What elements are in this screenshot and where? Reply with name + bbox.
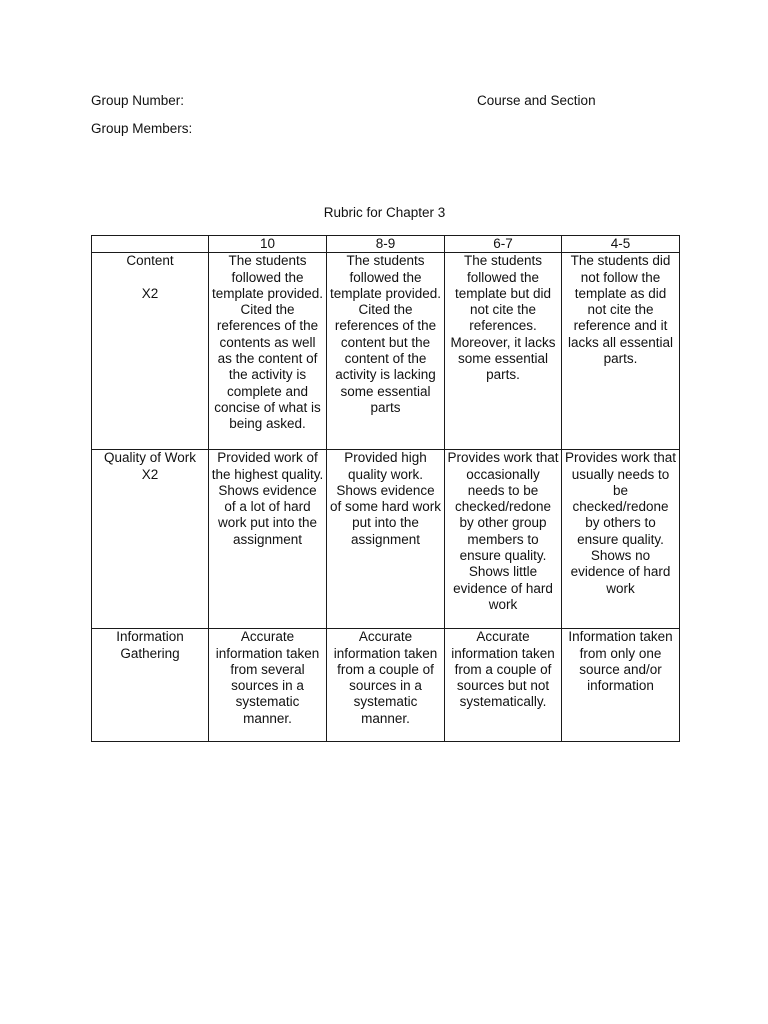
criterion-cell — [92, 450, 209, 629]
criterion-cell — [92, 253, 209, 450]
rubric-header-row — [92, 236, 680, 253]
header-score-8-9: 8-9 — [327, 236, 445, 253]
criterion-name: Content — [126, 253, 174, 269]
descriptor-cell: Provided high quality work. Shows evidence of some hard work put into the assignment — [327, 450, 445, 629]
descriptor-cell: Accurate information taken from a couple of sources but not systematically. — [445, 629, 562, 742]
header-criterion-cell — [92, 236, 209, 253]
course-section-label: Course and Section — [477, 93, 596, 108]
descriptor-cell: The students followed the template but did not cite the references. Moreover, it lacks some essential parts. — [445, 253, 562, 450]
rubric-title: Rubric for Chapter 3 — [323, 205, 446, 220]
descriptor-cell: The students did not follow the template as did not cite the reference and it lacks all essential parts. — [562, 253, 680, 450]
descriptor-cell: Information taken from only one source and/or information — [562, 629, 680, 742]
descriptor-cell: The students followed the template provided. Cited the references of the content but the content of the activity is lacking some essential parts — [327, 253, 445, 450]
descriptor-cell: Accurate information taken from a couple of sources in a systematic manner. — [327, 629, 445, 742]
table-row — [92, 253, 680, 450]
criterion-cell — [92, 629, 209, 742]
criterion-name: Information Gathering — [116, 629, 184, 661]
header-score-4-5: 4-5 — [562, 236, 680, 253]
table-row — [92, 629, 680, 742]
rubric-table — [91, 235, 680, 742]
descriptor-cell: Provided work of the highest quality. Shows evidence of a lot of hard work put into the assignment — [209, 450, 327, 629]
criterion-multiplier: X2 — [141, 285, 159, 301]
descriptor-cell: Provides work that occasionally needs to be checked/redone by other group members to ensure quality. Shows little evidence of hard work — [445, 450, 562, 629]
descriptor-cell: The students followed the template provided. Cited the references of the contents as well as the content of the activity is complete and concise of what is being asked. — [209, 253, 327, 450]
group-number-label: Group Number: — [91, 93, 185, 108]
descriptor-cell: Provides work that usually needs to be checked/redone by others to ensure quality. Shows no evidence of hard work — [562, 450, 680, 629]
criterion-name: Quality of Work — [103, 450, 197, 466]
header-score-6-7: 6-7 — [445, 236, 562, 253]
group-members-label: Group Members: — [91, 121, 193, 136]
header-score-10: 10 — [209, 236, 327, 253]
descriptor-cell: Accurate information taken from several sources in a systematic manner. — [209, 629, 327, 742]
table-row — [92, 450, 680, 629]
criterion-multiplier: X2 — [141, 466, 159, 482]
